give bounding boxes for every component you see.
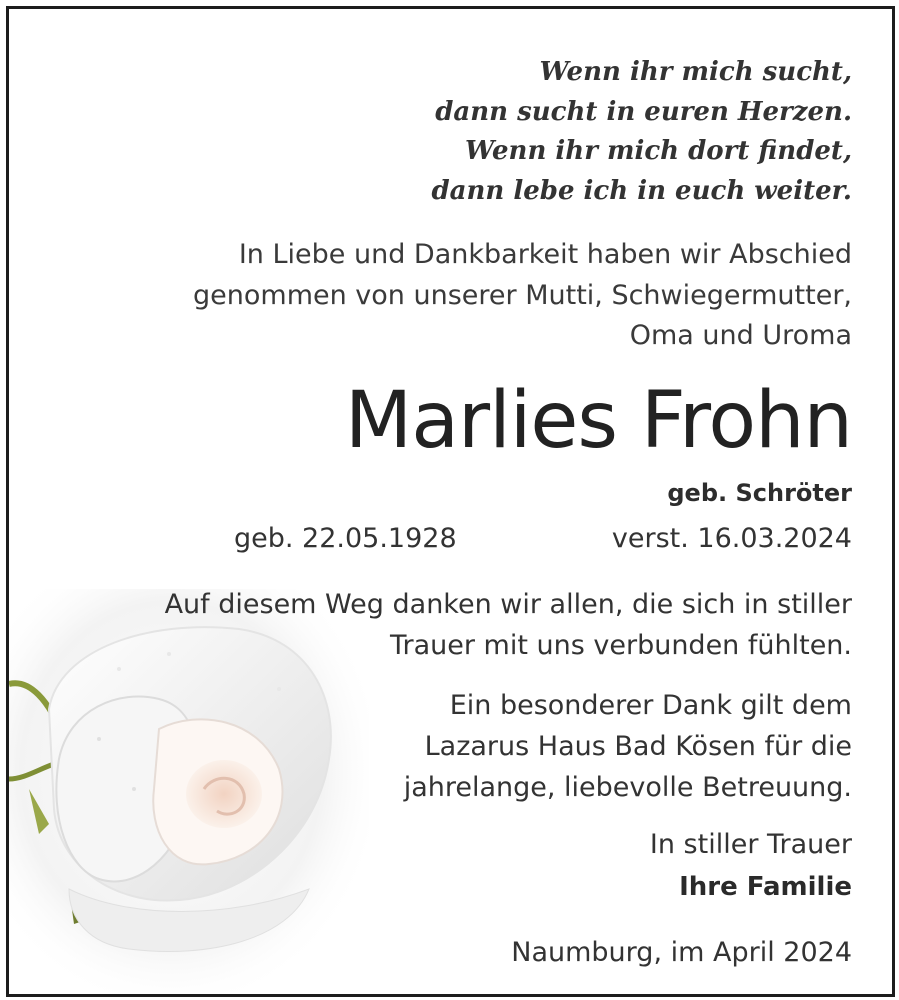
life-dates xyxy=(9,523,852,567)
poem-line: dann sucht in euren Herzen. xyxy=(435,96,852,127)
thanks-line: Trauer mit uns verbunden fühlten. xyxy=(389,629,852,661)
thanks-line: Auf diesem Weg danken wir allen, die sich in stiller xyxy=(164,589,852,620)
special-thanks-text xyxy=(404,685,852,808)
intro-line: In Liebe und Dankbarkeit haben wir Abschied xyxy=(238,239,852,270)
death-date: verst. 16.03.2024 xyxy=(611,523,852,554)
intro-text xyxy=(193,235,852,357)
obituary-card xyxy=(6,6,895,997)
poem xyxy=(431,53,852,211)
grief-line: In stiller Trauer xyxy=(649,829,852,860)
place-date: Naumburg, im April 2024 xyxy=(511,937,852,968)
birth-date: geb. 22.05.1928 xyxy=(234,523,457,554)
family-signature: Ihre Familie xyxy=(679,872,852,902)
special-thanks-line: jahrelange, liebevolle Betreuung. xyxy=(403,772,852,803)
special-thanks-line: Ein besonderer Dank gilt dem xyxy=(449,690,852,721)
intro-line: genommen von unserer Mutti, Schwiegermutter, xyxy=(193,279,852,311)
poem-line: Wenn ihr mich sucht, xyxy=(539,57,852,87)
thanks-text xyxy=(165,585,852,666)
special-thanks-line: Lazarus Haus Bad Kösen für die xyxy=(424,731,852,762)
maiden-name: geb. Schröter xyxy=(667,479,852,507)
poem-line: Wenn ihr mich dort findet, xyxy=(464,136,852,166)
deceased-name: Marlies Frohn xyxy=(344,376,852,466)
intro-line: Oma und Uroma xyxy=(629,320,852,351)
poem-line: dann lebe ich in euch weiter. xyxy=(431,175,852,206)
